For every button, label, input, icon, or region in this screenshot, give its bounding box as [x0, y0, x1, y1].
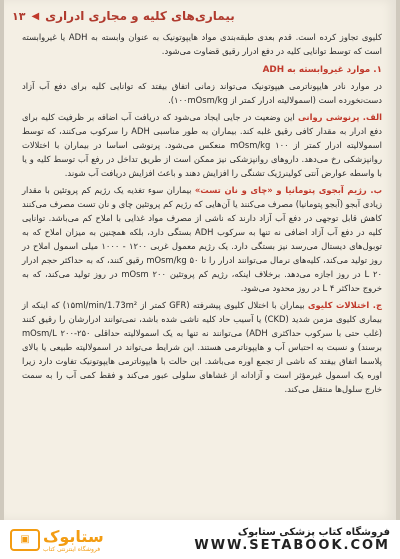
- section-heading: ۱. موارد غیروابسته به ADH: [262, 65, 382, 75]
- shop-info: [194, 527, 390, 553]
- book-page: [4, 0, 396, 520]
- subsection-label: ب. رژیم آبجوی پتومانیا و «چای و نان تست»: [194, 185, 383, 195]
- book-icon: ▣: [10, 529, 40, 551]
- page-number: ۱۳: [12, 9, 26, 23]
- paragraph: کلیوی تجاوز کرده است. قدم بعدی طبقه‌بندی مواد هایپوتونیک به عنوان وابسته به ADH یا غیروابسته است که توسط توانایی کلیه در دفع ادرار رقیق قضاوت می‌شود.: [22, 32, 382, 56]
- shop-url[interactable]: WWW.SETABOOK.COM: [194, 537, 390, 553]
- chapter-title: بیماری‌های کلیه و مجاری ادراری: [45, 9, 235, 23]
- shop-name: فروشگاه کتاب پزشکی ستابوک: [237, 526, 390, 538]
- setabook-logo: [10, 527, 104, 553]
- paragraph-text: بیماران سوء تغذیه یک رژیم کم پروتئین با مقدار زیادی آبجو (آبجو پتومانیا) مصرف می‌کنند یا آن‌هایی که رژیم کم پروتئین چای و نان تست مصرف می‌کنند کاهش قابل توجهی در دفع آب آزاد دارند که ناشی از مصرف مواد غذایی با املاح کم می‌باشد. توانایی کلیه در دفع آب آزاد اضافی نه تنها به سرکوب ADH بستگی دارد، بلکه همچنین به میزان املاح که به توبول‌های دیستال می‌رسد نیز بستگی دارد. یک رژیم معمول غربی ۱۲۰۰ - ۱۰۰۰ میلی اسمول املاح در روز تولید می‌کند، کلیه‌های نرمال می‌توانند ادرار را تا ۵۰ mOsm/kg رقیق کنند، که به حداکثر حجم ادرار ۲۰ L در روز اجازه می‌دهد. برخلاف اینکه، رژیم کم پروتئین ۲۰۰ mOsm در روز تولید می‌کند، که به خروج حداکثر ۴ L در روز محدود می‌شود.: [22, 185, 382, 293]
- logo-text: ستابوک: [43, 526, 104, 546]
- logo-subtitle: فروشگاه اینترنتی کتاب: [43, 545, 101, 553]
- paragraph-text: این وضعیت در جایی ایجاد می‌شود که دریافت آب اضافه بر ظرفیت کلیه برای دفع ادرار به مقدار کافی رقیق غلبه کند. بیماران به طور مناسبی ADH را سرکوب می‌کنند، که توسط اسمولالیته ادرار کمتر از ۱۰۰ mOsm/kg منعکس می‌شود. پرنوشی اساسا در بیماران با اختلالات روانپزشکی رخ می‌دهد. داروهای روانپزشکی نیز ممکن است از طریق تداخل در رفع آب توسط کلیه و یا با واسطه عوارض آنتی کولینرژیک تشنگی را افزایش دهند و باعث افزایش دریافت آب شوند.: [22, 112, 383, 178]
- arrow-left-icon: ◀: [31, 10, 40, 22]
- page-header: [12, 6, 388, 26]
- paragraph: [22, 298, 382, 396]
- paragraph: در موارد نادر هایپوناترمی هیپوتونیک می‌تواند زمانی اتفاق بیفتد که توانایی کلیه برای دفع آب آزاد دست‌نخورده است (اسمولالیته ادرار کمتر از ۱۰۰mOsm/kg).: [22, 81, 382, 105]
- watermark-footer: [0, 520, 400, 559]
- paragraph: [22, 183, 382, 295]
- paragraph-text: بیماران با اختلال کلیوی پیشرفته (GFR کمتر از ۱۵ml/min/1.73m²) که اینکه از بیماری کلیوی مزمن شدید (CKD) یا آسیب حاد کلیه ناشی شده باشد، نمی‌توانند ادرارشان را رقیق کنند (غلب حتی با سرکوب حداکثری ADH) می‌توانند نه تنها به یک اسمولالیته حداقلی ۲۵۰-۲۰۰ mOsm/L برسند) و نسبت به احتباس آب و هایپوناترمی هستند. این شرایط می‌تواند در اسمولالیته طبیعی یا بالای پلاسما اتفاق بیفتد که ناشی از تجمع اوره می‌باشد. این حالت با هایپوناترمی هایپوتونیک تفاوت دارد زیرا اوره یک اسمول غیرمؤثر است و آزادانه از غشاهای سلولی عبور می‌کند و فقط کمی آب را به سمت خارج سلول‌ها منتقل می‌کند.: [22, 300, 383, 394]
- subsection-label: الف. پرنوشی روانی: [297, 112, 382, 122]
- page-body: [22, 30, 382, 399]
- paragraph: [22, 110, 382, 180]
- subsection-label: ج. اختلالات کلیوی: [307, 300, 382, 310]
